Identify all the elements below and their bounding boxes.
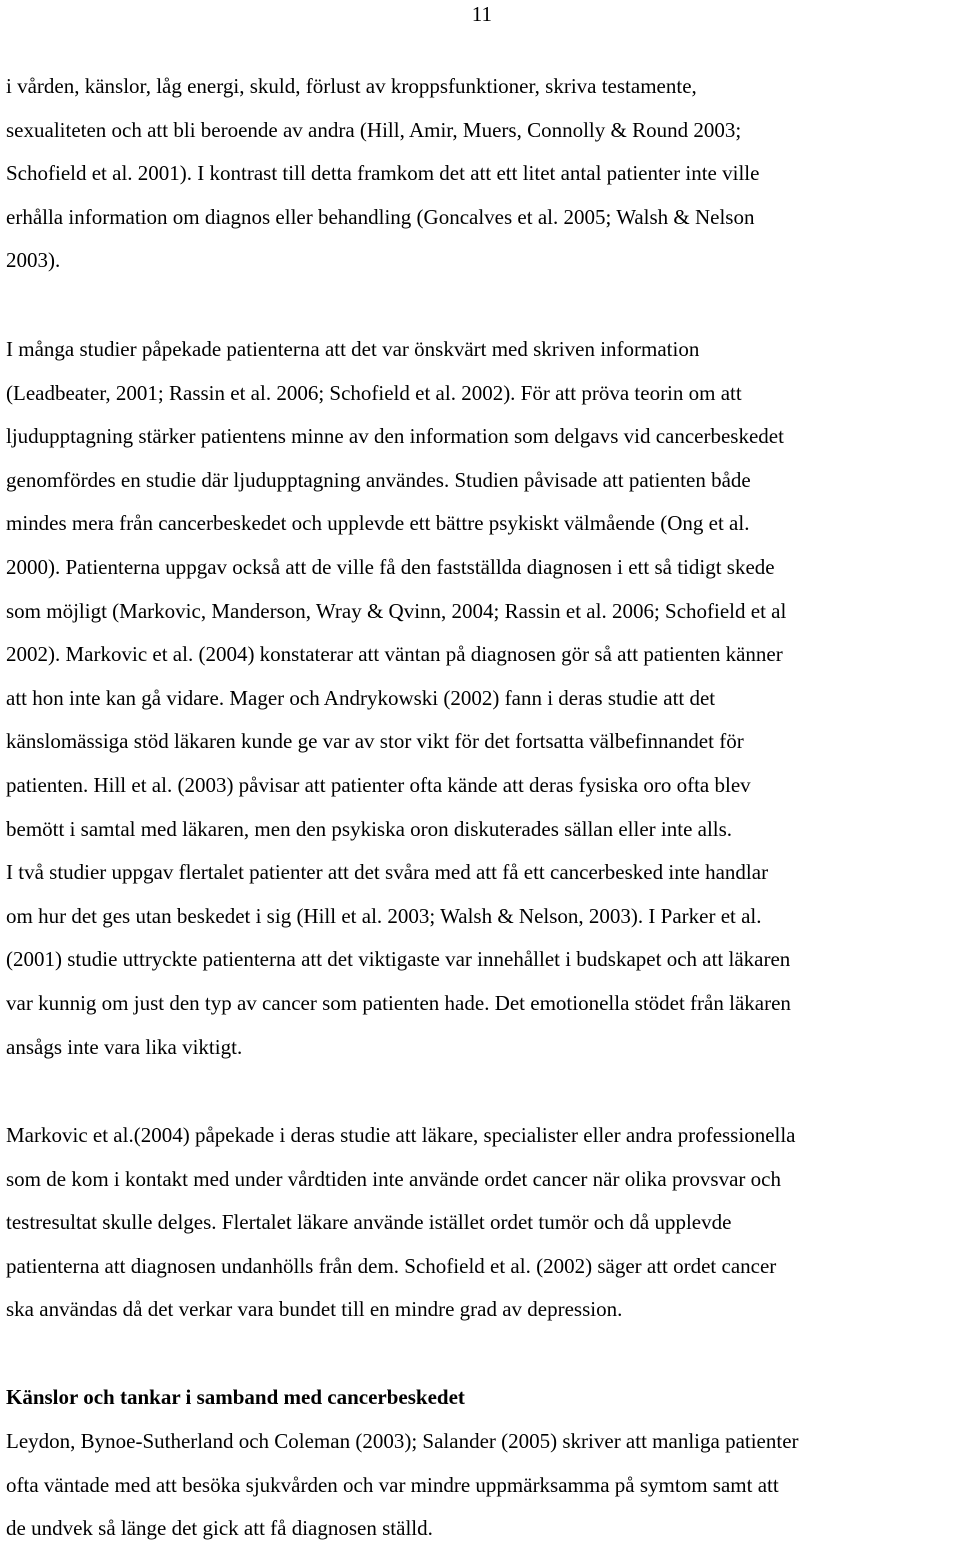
text-line: genomfördes en studie där ljudupptagning användes. Studien påvisade att patienten både bbox=[6, 467, 751, 492]
text-line: sexualiteten och att bli beroende av andra (Hill, Amir, Muers, Connolly & Round 2003; bbox=[6, 117, 742, 142]
paragraph-1 bbox=[6, 65, 960, 283]
text-line: Schofield et al. 2001). I kontrast till detta framkom det att ett litet antal patienter inte ville bbox=[6, 161, 760, 186]
text-line: I två studier uppgav flertalet patienter att det svåra med att få ett cancerbesked inte handlar bbox=[6, 860, 769, 885]
text-line: ofta väntade med att besöka sjukvården och var mindre uppmärksamma på symtom samt att bbox=[6, 1472, 779, 1497]
text-line: 2000). Patienterna uppgav också att de ville få den fastställda diagnosen i ett så tidigt skede bbox=[6, 554, 775, 579]
text-line: som de kom i kontakt med under vårdtiden inte använde ordet cancer när olika provsvar och bbox=[6, 1166, 781, 1191]
text-line: känslomässiga stöd läkaren kunde ge var av stor vikt för det fortsatta välbefinnandet för bbox=[6, 729, 744, 754]
text-line: 2002). Markovic et al. (2004) konstaterar att väntan på diagnosen gör så att patienten känner bbox=[6, 642, 783, 667]
text-line: ansågs inte vara lika viktigt. bbox=[6, 1034, 243, 1059]
paragraph-4 bbox=[6, 1420, 960, 1551]
text-line: var kunnig om just den typ av cancer som patienten hade. Det emotionella stödet från läkaren bbox=[6, 990, 791, 1015]
paragraph-2 bbox=[6, 328, 960, 1069]
text-line: Leydon, Bynoe-Sutherland och Coleman (2003); Salander (2005) skriver att manliga patienter bbox=[6, 1429, 799, 1453]
text-line: (Leadbeater, 2001; Rassin et al. 2006; Schofield et al. 2002). För att pröva teorin om att bbox=[6, 380, 742, 405]
text-line: bemött i samtal med läkaren, men den psykiska oron diskuterades sällan eller inte alls. bbox=[6, 816, 733, 841]
text-line: erhålla information om diagnos eller behandling (Goncalves et al. 2005; Walsh & Nelson bbox=[6, 204, 755, 229]
text-line: patienterna att diagnosen undanhölls från dem. Schofield et al. (2002) säger att ordet cancer bbox=[6, 1253, 777, 1278]
text-line: de undvek så länge det gick att få diagnosen ställd. bbox=[6, 1516, 433, 1541]
text-line: ljudupptagning stärker patientens minne av den information som delgavs vid cancerbeskedet bbox=[6, 424, 784, 449]
text-line: testresultat skulle delges. Flertalet läkare använde istället ordet tumör och då upplevde bbox=[6, 1210, 732, 1235]
text-line: i vården, känslor, låg energi, skuld, förlust av kroppsfunktioner, skriva testamente, bbox=[6, 74, 697, 98]
page-number: 11 bbox=[471, 2, 492, 26]
text-line: om hur det ges utan beskedet i sig (Hill et al. 2003; Walsh & Nelson, 2003). I Parker et al. bbox=[6, 903, 762, 928]
section-heading: Känslor och tankar i samband med cancerbeskedet bbox=[6, 1385, 465, 1409]
paragraph-3 bbox=[6, 1114, 960, 1332]
text-line: (2001) studie uttryckte patienterna att det viktigaste var innehållet i budskapet och att läkaren bbox=[6, 947, 791, 972]
text-line: 2003). bbox=[6, 248, 61, 273]
text-line: Markovic et al.(2004) påpekade i deras studie att läkare, specialister eller andra professionella bbox=[6, 1123, 796, 1147]
text-line: I många studier påpekade patienterna att det var önskvärt med skriven information bbox=[6, 337, 700, 361]
text-line: som möjligt (Markovic, Manderson, Wray & Qvinn, 2004; Rassin et al. 2006; Schofield et al bbox=[6, 598, 787, 623]
text-line: mindes mera från cancerbeskedet och upplevde ett bättre psykiskt välmående (Ong et al. bbox=[6, 511, 750, 536]
text-line: att hon inte kan gå vidare. Mager och Andrykowski (2002) fann i deras studie att det bbox=[6, 685, 716, 710]
text-line: ska användas då det verkar vara bundet till en mindre grad av depression. bbox=[6, 1297, 623, 1322]
text-line: patienten. Hill et al. (2003) påvisar att patienter ofta kände att deras fysiska oro ofta blev bbox=[6, 772, 751, 797]
